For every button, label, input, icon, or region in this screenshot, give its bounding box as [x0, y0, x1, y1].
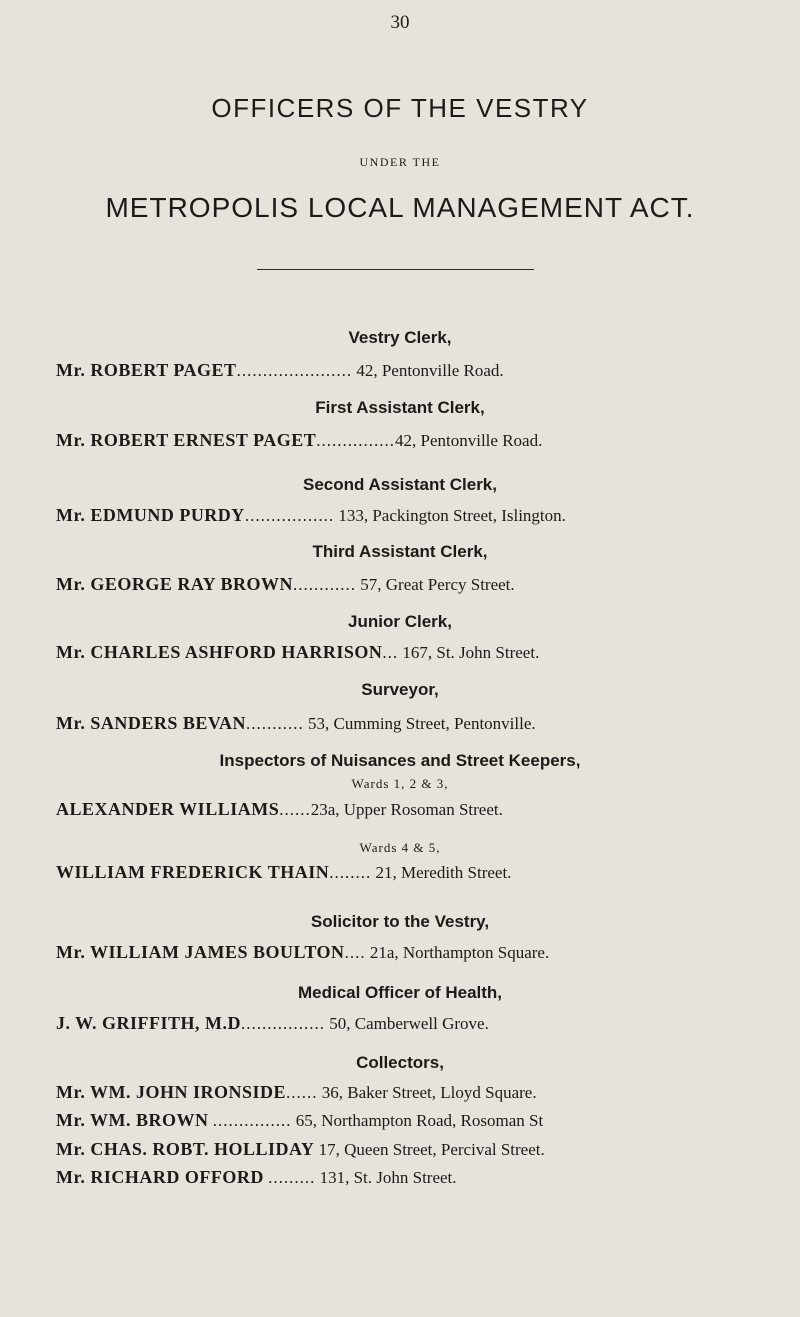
entry-collector-offord — [56, 1167, 457, 1188]
officer-name: ALEXANDER WILLIAMS — [56, 799, 280, 819]
section-heading-junior-clerk: Junior Clerk, — [348, 612, 452, 631]
officer-address: 42, Pentonville Road. — [395, 431, 543, 450]
officer-address: 23a, Upper Rosoman Street. — [310, 800, 503, 819]
leader-dots: ......... — [268, 1168, 316, 1187]
entry-first-assistant — [56, 430, 542, 451]
section-heading-inspectors: Inspectors of Nuisances and Street Keepers, — [219, 751, 581, 770]
officer-name: Mr. ROBERT PAGET — [56, 360, 237, 380]
officer-name: Mr. RICHARD OFFORD — [56, 1167, 264, 1187]
officer-address: 53, Cumming Street, Pentonville. — [308, 714, 536, 733]
entry-collector-holliday — [56, 1139, 545, 1160]
officer-name: Mr. WILLIAM JAMES BOULTON — [56, 942, 345, 962]
page-number: 30 — [390, 12, 410, 33]
section-heading-second-assistant: Second Assistant Clerk, — [303, 475, 497, 494]
officer-name: Mr. CHAS. ROBT. HOLLIDAY — [56, 1139, 315, 1159]
section-heading-medical: Medical Officer of Health, — [297, 983, 503, 1002]
section-heading-solicitor: Solicitor to the Vestry, — [310, 912, 490, 931]
officer-name: Mr. WM. BROWN — [56, 1110, 209, 1130]
officer-name: Mr. CHARLES ASHFORD HARRISON — [56, 642, 383, 662]
leader-dots: ............... — [316, 431, 396, 450]
section-heading-surveyor: Surveyor, — [361, 680, 439, 699]
leader-dots: ................ — [241, 1014, 326, 1033]
leader-dots: ...................... — [236, 361, 353, 380]
leader-dots: ................. — [244, 506, 335, 525]
leader-dots: ... — [382, 643, 399, 662]
entry-vestry-clerk — [56, 360, 504, 381]
officer-address: 167, St. John Street. — [402, 643, 540, 662]
officer-address: 50, Camberwell Grove. — [329, 1014, 489, 1033]
leader-dots: ........... — [246, 714, 304, 733]
section-heading-vestry-clerk: Vestry Clerk, — [348, 328, 452, 347]
entry-surveyor — [56, 713, 536, 734]
officer-name: WILLIAM FREDERICK THAIN — [56, 862, 330, 882]
officer-name: Mr. GEORGE RAY BROWN — [56, 574, 294, 594]
officer-name: Mr. SANDERS BEVAN — [56, 713, 247, 733]
leader-dots: ........ — [329, 863, 372, 882]
officer-address: 57, Great Percy Street. — [360, 575, 515, 594]
officer-name: J. W. GRIFFITH, M.D — [56, 1013, 242, 1033]
entry-inspector-thain — [56, 862, 511, 883]
officer-name: Mr. WM. JOHN IRONSIDE — [56, 1082, 287, 1102]
officer-name: Mr. EDMUND PURDY — [56, 505, 245, 525]
entry-third-assistant — [56, 574, 515, 595]
officer-address: 131, St. John Street. — [319, 1168, 457, 1187]
section-heading-first-assistant: First Assistant Clerk, — [315, 398, 485, 417]
officer-address: 42, Pentonville Road. — [356, 361, 504, 380]
leader-dots: ...... — [286, 1083, 318, 1102]
entry-collector-brown — [56, 1110, 543, 1131]
leader-dots: ............ — [293, 575, 357, 594]
officer-address: 133, Packington Street, Islington. — [338, 506, 566, 525]
divider-rule — [257, 269, 534, 270]
section-heading-collectors: Collectors, — [356, 1053, 444, 1072]
officer-address: 65, Northampton Road, Rosoman St — [295, 1111, 544, 1130]
officer-address: 17, Queen Street, Percival Street. — [318, 1140, 545, 1159]
officer-address: 21a, Northampton Square. — [369, 943, 550, 962]
leader-dots: ............... — [212, 1111, 292, 1130]
entry-medical — [56, 1013, 489, 1034]
entry-solicitor — [56, 942, 549, 963]
officer-address: 36, Baker Street, Lloyd Square. — [321, 1083, 537, 1102]
leader-dots: ...... — [279, 800, 311, 819]
entry-inspector-williams — [56, 799, 503, 820]
page-title: OFFICERS OF THE VESTRY — [211, 93, 589, 123]
entry-second-assistant — [56, 505, 566, 526]
entry-junior-clerk — [56, 642, 539, 663]
page-subtitle: METROPOLIS LOCAL MANAGEMENT ACT. — [105, 192, 695, 223]
entry-collector-ironside — [56, 1082, 537, 1103]
officer-address: 21, Meredith Street. — [375, 863, 512, 882]
title-connector: UNDER THE — [359, 155, 441, 169]
wards-label-1-2-3: Wards 1, 2 & 3, — [351, 776, 449, 791]
section-heading-third-assistant: Third Assistant Clerk, — [312, 542, 488, 561]
officer-name: Mr. ROBERT ERNEST PAGET — [56, 430, 317, 450]
leader-dots: .... — [344, 943, 366, 962]
wards-label-4-5: Wards 4 & 5, — [359, 840, 441, 855]
